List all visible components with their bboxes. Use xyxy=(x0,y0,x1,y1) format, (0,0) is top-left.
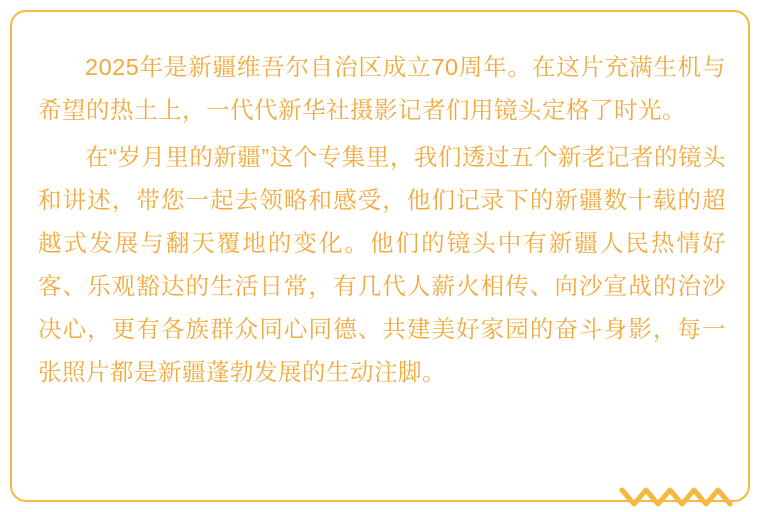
paragraph-1: 2025年是新疆维吾尔自治区成立70周年。在这片充满生机与希望的热土上，一代代新华社摄影记者们用镜头定格了时光。 xyxy=(38,54,726,123)
paragraph-2: 在“岁月里的新疆”这个专集里，我们透过五个新老记者的镜头和讲述，带您一起去领略和感受，他们记录下的新疆数十载的超越式发展与翻天覆地的变化。他们的镜头中有新疆人民热情好客、乐观豁达的生活日常，有几代人薪火相传、向沙宣战的治沙决心，更有各族群众同心同德、共建美好家园的奋斗身影，每一张照片都是新疆蓬勃发展的生动注脚。 xyxy=(38,144,726,385)
article-body xyxy=(38,46,726,462)
wave-squiggle-icon xyxy=(618,484,738,510)
